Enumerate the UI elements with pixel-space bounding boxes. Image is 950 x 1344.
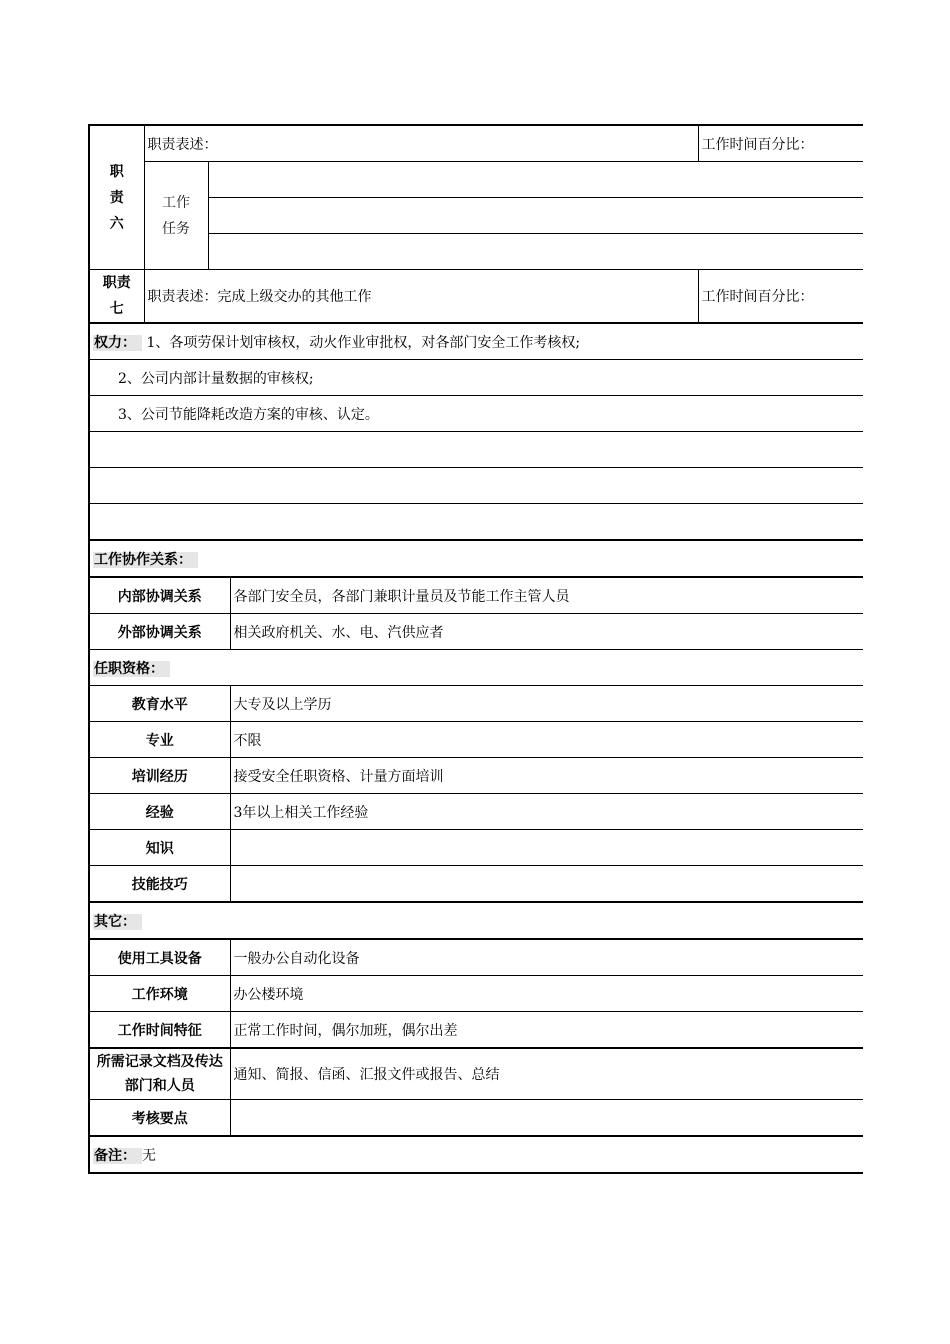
qualification-label: 任职资格： bbox=[93, 661, 170, 677]
cooperation-key: 内部协调关系 bbox=[89, 577, 230, 614]
cooperation-section-header bbox=[89, 540, 863, 577]
qualification-value: 接受安全任职资格、计量方面培训 bbox=[230, 758, 863, 794]
cooperation-value: 相关政府机关、水、电、汽供应者 bbox=[230, 614, 863, 650]
duty6-task-line bbox=[208, 234, 863, 270]
duty7-label: 职责七 bbox=[89, 270, 144, 324]
authority-item bbox=[89, 432, 863, 468]
other-key: 工作环境 bbox=[89, 976, 230, 1012]
qualification-value bbox=[230, 866, 863, 903]
duty7-percent-label: 工作时间百分比： bbox=[698, 270, 863, 324]
duty6-label: 职责六 bbox=[89, 125, 144, 270]
qualification-key: 教育水平 bbox=[89, 686, 230, 722]
authority-label: 权力： bbox=[93, 335, 142, 351]
qualification-value bbox=[230, 830, 863, 866]
remarks-row bbox=[89, 1136, 863, 1173]
cooperation-key: 外部协调关系 bbox=[89, 614, 230, 650]
qualification-key: 专业 bbox=[89, 722, 230, 758]
authority-item: 3、公司节能降耗改造方案的审核、认定。 bbox=[89, 396, 863, 432]
other-value: 通知、简报、信函、汇报文件或报告、总结 bbox=[230, 1048, 863, 1100]
qualification-key: 培训经历 bbox=[89, 758, 230, 794]
qualification-key: 知识 bbox=[89, 830, 230, 866]
qualification-value: 不限 bbox=[230, 722, 863, 758]
qualification-key: 技能技巧 bbox=[89, 866, 230, 903]
qualification-section-header bbox=[89, 650, 863, 686]
other-value: 一般办公自动化设备 bbox=[230, 939, 863, 976]
authority-text: 1、各项劳保计划审核权，动火作业审批权，对各部门安全工作考核权; bbox=[146, 334, 581, 351]
duty6-description-label: 职责表述： bbox=[144, 125, 698, 162]
other-value: 办公楼环境 bbox=[230, 976, 863, 1012]
remarks-value: 无 bbox=[142, 1147, 156, 1164]
other-key: 使用工具设备 bbox=[89, 939, 230, 976]
duty6-task-label: 工作任务 bbox=[144, 162, 208, 270]
other-value bbox=[230, 1100, 863, 1137]
other-value: 正常工作时间，偶尔加班，偶尔出差 bbox=[230, 1012, 863, 1049]
job-description-table bbox=[88, 124, 863, 1174]
job-description-sheet bbox=[88, 124, 862, 1174]
cooperation-label: 工作协作关系： bbox=[93, 552, 198, 568]
duty6-task-line bbox=[208, 162, 863, 198]
other-key: 所需记录文档及传达部门和人员 bbox=[89, 1048, 230, 1100]
authority-item bbox=[89, 468, 863, 504]
duty7-description: 职责表述：完成上级交办的其他工作 bbox=[144, 270, 698, 324]
duty6-percent-label: 工作时间百分比： bbox=[698, 125, 863, 162]
other-key: 工作时间特征 bbox=[89, 1012, 230, 1049]
cooperation-value: 各部门安全员，各部门兼职计量员及节能工作主管人员 bbox=[230, 577, 863, 614]
authority-item bbox=[89, 504, 863, 541]
authority-item: 2、公司内部计量数据的审核权; bbox=[89, 360, 863, 396]
qualification-value: 3年以上相关工作经验 bbox=[230, 794, 863, 830]
remarks-label: 备注： bbox=[93, 1148, 142, 1164]
qualification-value: 大专及以上学历 bbox=[230, 686, 863, 722]
other-section-header bbox=[89, 902, 863, 939]
duty6-task-line bbox=[208, 198, 863, 234]
other-label: 其它： bbox=[93, 914, 142, 930]
other-key: 考核要点 bbox=[89, 1100, 230, 1137]
authority-item bbox=[89, 323, 863, 360]
qualification-key: 经验 bbox=[89, 794, 230, 830]
